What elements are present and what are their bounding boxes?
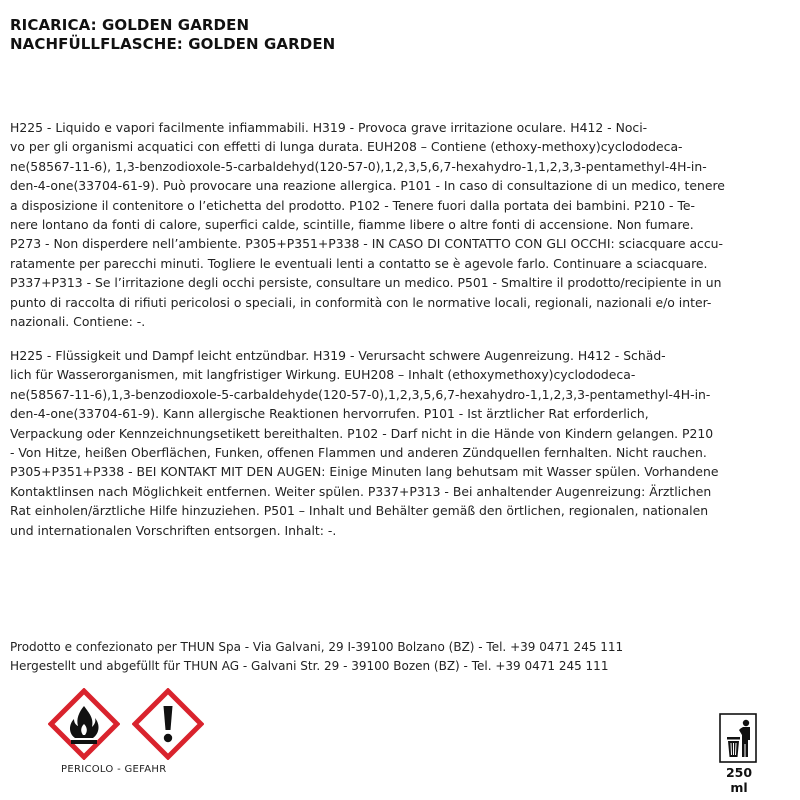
text-line: vo per gli organismi acquatici con effetti di lunga durata. EUH208 – Contiene (ethoxy-methoxy)cyclododeca- [10,139,683,155]
text-line: H225 - Flüssigkeit und Dampf leicht entzündbar. H319 - Verursacht schwere Augenreizung. H412 - Schäd- [10,348,666,363]
flame-icon [48,688,120,760]
title-german: NACHFÜLLFLASCHE: GOLDEN GARDEN [10,35,336,53]
exclamation-mark-icon [132,688,204,760]
volume-unit: ml [730,780,748,795]
text-line: und internationalen Vorschriften entsorgen. Inhalt: -. [10,522,337,538]
text-line: lich für Wasserorganismen, mit langfristiger Wirkung. EUH208 – Inhalt (ethoxymethoxy)cyclododeca- [10,367,636,383]
manufacturer-line-german: Hergestellt und abgefüllt für THUN AG - Galvani Str. 29 - 39100 Bozen (BZ) - Tel. +39 0471 245 111 [10,659,609,673]
manufacturer-info [10,638,623,676]
text-line: ne(58567-11-6), 1,3-benzodioxole-5-carbaldehyd(120-57-0),1,2,3,5,6,7-hexahydro-1,1,2,3,3-pentamethyl-4H-in- [10,158,707,174]
text-line: P337+P313 - Se l’irritazione degli occhi persiste, consultare un medico. P501 - Smaltire il prodotto/recipiente in un [10,275,722,291]
text-line: H225 - Liquido e vapori facilmente infiammabili. H319 - Provoca grave irritazione oculare. H412 - Noci- [10,120,648,135]
text-line: Verpackung oder Kennzeichnungsetikett bereithalten. P102 - Darf nicht in die Hände von Kindern gelangen. P210 [10,425,714,441]
text-line: Rat einholen/ärztliche Hilfe hinzuziehen. P501 – Inhalt und Behälter gemäß den örtlichen, regionalen, nationalen [10,503,709,519]
manufacturer-line-italian: Prodotto e confezionato per THUN Spa - Via Galvani, 29 I-39100 Bolzano (BZ) - Tel. +39 0471 245 111 [10,640,624,654]
text-line: - Von Hitze, heißen Oberflächen, Funken, offenen Flammen und anderen Zündquellen fernhalten. Nicht rauchen. [10,445,707,461]
text-line: P273 - Non disperdere nell’ambiente. P305+P351+P338 - IN CASO DI CONTATTO CON GLI OCCHI: sciacquare accu- [10,236,723,252]
text-line: nere lontano da fonti di calore, superfici calde, scintille, fiamme libere o altre fonti di accensione. Non fumare. [10,217,694,233]
text-line: P305+P351+P338 - BEI KONTAKT MIT DEN AUGEN: Einige Minuten lang behutsam mit Wasser spülen. Vorhandene [10,464,719,480]
text-line: ratamente per parecchi minuti. Togliere le eventuali lenti a contatto se è agevole farlo. Continuare a sciacquare. [10,255,708,271]
hazard-signal-word: PERICOLO - GEFAHR [61,764,167,775]
volume-label [720,765,758,795]
text-line: punto di raccolta di rifiuti pericolosi o speciali, in conformità con le normative locali, regionali, nazionali e/o inter- [10,294,712,310]
italian-safety-text [10,118,725,331]
hazard-pictograms [48,688,208,760]
title-italian: RICARICA: GOLDEN GARDEN [10,16,250,34]
german-safety-text [10,346,718,540]
text-line: ne(58567-11-6),1,3-benzodioxole-5-carbaldehyde(120-57-0),1,2,3,5,6,7-hexahydro-1,1,2,3,3-pentamethyl-4H-in- [10,386,711,402]
volume-number: 250 [725,765,753,780]
tidyman-bin-icon [719,713,757,763]
text-line: nazionali. Contiene: -. [10,314,146,330]
text-line: a disposizione il contenitore o l’etichetta del prodotto. P102 - Tenere fuori dalla portata dei bambini. P210 - Te- [10,197,695,213]
text-line: den-4-one(33704-61-9). Kann allergische Reaktionen hervorrufen. P101 - Ist ärztlicher Rat erforderlich, [10,406,649,422]
text-line: Kontaktlinsen nach Möglichkeit entfernen. Weiter spülen. P337+P313 - Bei anhaltender Augenreizung: Ärztlichen [10,483,712,499]
text-line: den-4-one(33704-61-9). Può provocare una reazione allergica. P101 - In caso di consultazione di un medico, tenere [10,178,725,194]
product-title [10,16,335,54]
